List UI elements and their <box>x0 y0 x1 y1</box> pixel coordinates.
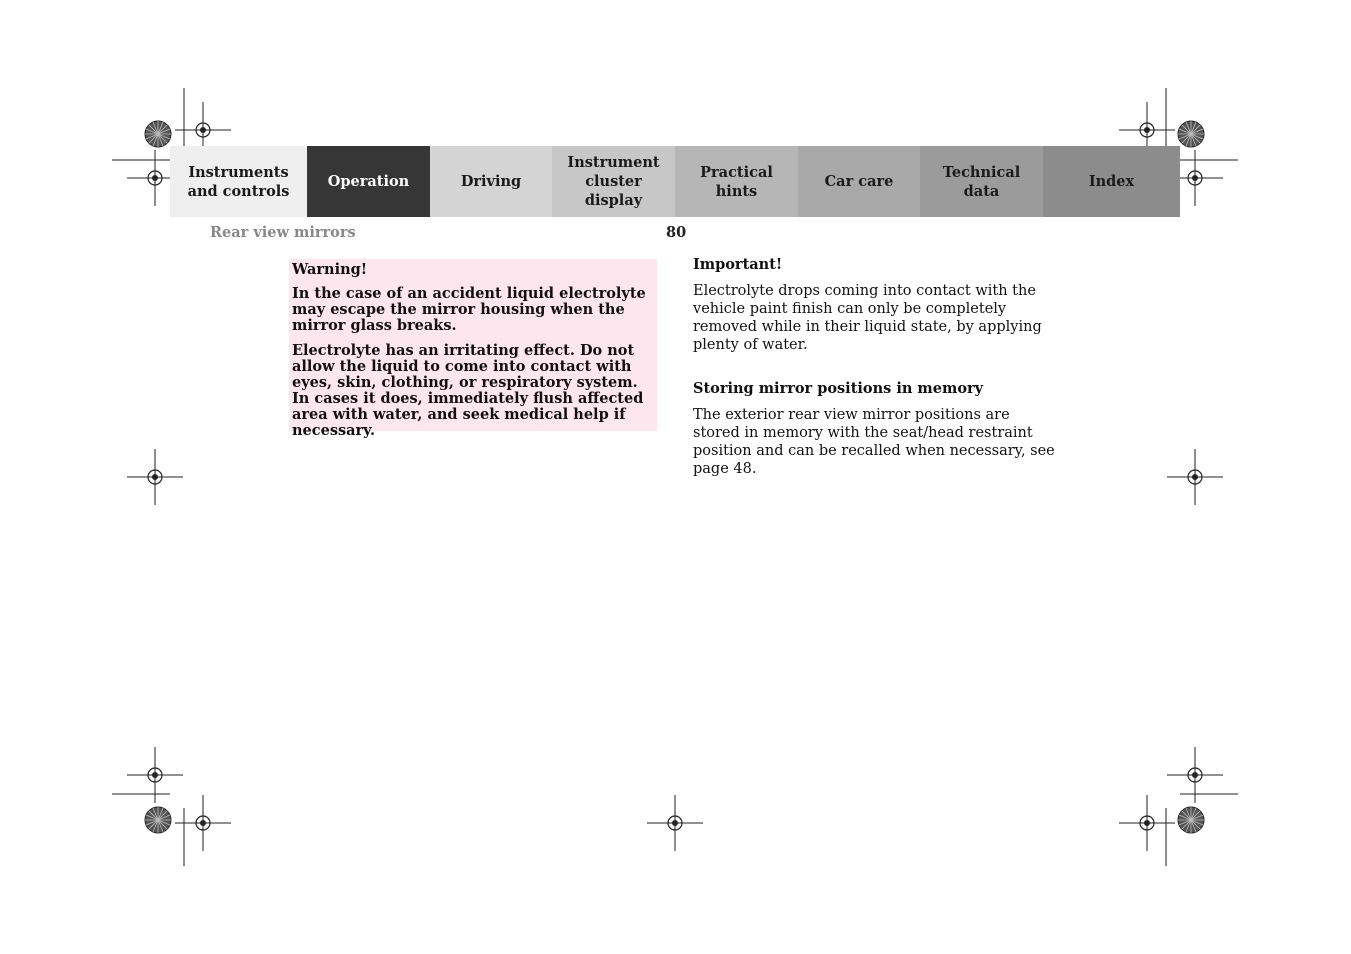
tab-car-care[interactable]: Car care <box>798 146 920 217</box>
tab-technical-data[interactable]: Technical data <box>920 146 1043 217</box>
tab-operation[interactable]: Operation <box>307 146 430 217</box>
tab-practical-hints[interactable]: Practical hints <box>675 146 798 217</box>
tab-driving[interactable]: Driving <box>430 146 552 217</box>
memory-section-title: Storing mirror positions in memory <box>693 380 984 397</box>
warning-box <box>289 259 657 439</box>
section-navigation <box>170 146 1180 217</box>
page-number: 80 <box>666 224 687 241</box>
tab-instrument-cluster-display[interactable]: Instrument cluster display <box>552 146 675 217</box>
warning-paragraph: In the case of an accident liquid electrolyte may escape the mirror housing when the mirror glass breaks. <box>292 285 646 334</box>
tab-instruments-and-controls[interactable]: Instruments and controls <box>170 146 307 217</box>
tab-index[interactable]: Index <box>1043 146 1180 217</box>
memory-section-text: The exterior rear view mirror positions are stored in memory with the seat/head restraint position and can be recalled when necessary, see page 48. <box>693 407 1055 477</box>
right-column <box>693 256 1058 478</box>
running-title: Rear view mirrors <box>210 224 356 241</box>
important-title: Important! <box>693 256 783 273</box>
warning-title: Warning! <box>292 261 368 278</box>
warning-paragraph: Electrolyte has an irritating effect. Do not allow the liquid to come into contact with eyes, skin, clothing, or respiratory system. In cases it does, immediately flush affected area with water, and seek medical help if necessary. <box>292 342 644 439</box>
important-text: Electrolyte drops coming into contact with the vehicle paint finish can only be completely removed while in their liquid state, by applying plenty of water. <box>693 283 1042 353</box>
